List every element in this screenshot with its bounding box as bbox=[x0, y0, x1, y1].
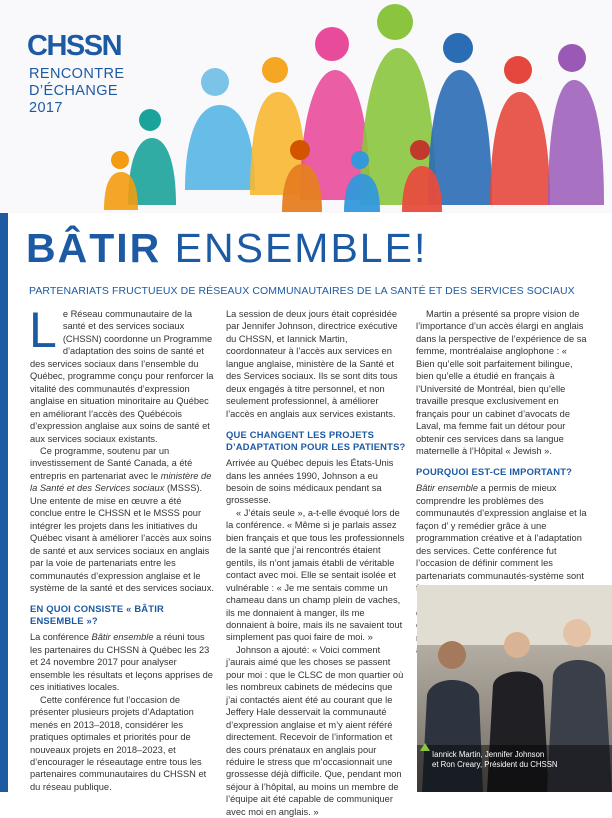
title-rest: ENSEMBLE! bbox=[161, 225, 428, 271]
page-subtitle: PARTENARIATS FRUCTUEUX DE RÉSEAUX COMMUNAUTAIRES DE LA SANTÉ ET DES SERVICES SOCIAUX bbox=[29, 285, 575, 297]
section-heading: EN QUOI CONSISTE « BÂTIR ENSEMBLE »? bbox=[30, 603, 164, 627]
drop-cap: L bbox=[29, 302, 57, 358]
caption-marker-icon bbox=[420, 743, 430, 751]
column-2 bbox=[226, 308, 406, 818]
page-title bbox=[26, 224, 427, 272]
paragraph: Johnson a ajouté: « Voici comment j’aurais aimé que les choses se passent pour moi : que le CLSC de mon quartier où les nombreux cabinets de médecins que j’ai contactés aient été au courant que le Jeffery Hale desservait la communauté d’expression anglaise et m’y aient référé directement. Recevoir de l’information et des cours prénataux en anglais pour réduire le stress que m’occasionnait une grossesse déjà difficile. Que, pendant mon séjour à l’hôpital, au moins un membre de l’équipe ait été capable de communiquer avec moi en anglais. » bbox=[226, 644, 404, 817]
column-1 bbox=[29, 302, 216, 793]
paragraph: La session de deux jours était coprésidée par Jennifer Johnson, directrice exécutive du CHSSN, et Iannick Martin, coordonnateur à l’accès aux services en langue anglaise, ministère de la Santé et des Services sociaux. Ils se sont dits tous deux engagés à titre personnel, et non seulement professionnel, à améliorer l’accès en anglais aux services existants. bbox=[226, 309, 398, 419]
title-bold: BÂTIR bbox=[26, 225, 162, 271]
paragraph: Cette conférence fut l’occasion de présenter plusieurs projets d’Adaptation menés en 2013–2018, considérer les pratiques optimales et priorités pour de nouveaux projets en 2018–2023, et d’encourager le réseautage entre tous les partenaires communautaires du CHSSN et du réseau publique. bbox=[30, 694, 207, 792]
caption-line-1: Iannick Martin, Jennifer Johnson bbox=[432, 750, 545, 759]
paragraph: Bâtir ensemble a permis de mieux comprendre les problèmes des communautés d’expression anglaise et la façon d’ y remédier grâce à une programmation créative et à l’adaptation des services. Cette conférence fut l’occasion de définir comment les partenariats communautés-système sont bbox=[416, 483, 587, 581]
paragraph: La conférence Bâtir ensemble a réuni tous les partenaires du CHSSN à Québec les 23 et 24 novembre 2017 pour analyser ensemble les résultats et leçons apprises de ces initiatives locales. bbox=[30, 632, 213, 693]
photo-caption bbox=[432, 750, 607, 769]
section-heading: POURQUOI EST-CE IMPORTANT? bbox=[416, 466, 573, 478]
event-year: 2017 bbox=[29, 100, 63, 116]
caption-line-2: et Ron Creary, Président du CHSSN bbox=[432, 759, 558, 769]
paragraph: Ce programme, soutenu par un investissement de Santé Canada, a été entrepris en partenariat avec le ministère de la Santé et des Services sociaux (MSSS). Une entente de mise en œuvre a été conclue entre le CHSSN et le MSSS pour intégrer les projets dans les initiatives du Québec visant à améliorer l’accès aux soins de santé et aux services sociaux en anglais par la voie de partenariats entre les communautés d’expression anglaise et le système de la santé et des services sociaux. bbox=[30, 445, 214, 593]
paragraph: e Réseau communautaire de la santé et des services sociaux (CHSSN) coordonne un Programme d’adaptation des soins de santé et des services sociaux dans l’ensemble du Québec, programme conçu pour renforcer la vitalité des communautés d’expression anglaise en situation minoritaire au Québec en améliorant l’accès des Québécois d’expression anglaise aux soins de santé et aux services sociaux existants. bbox=[30, 309, 214, 444]
paragraph: « J’étais seule », a-t-elle évoqué lors de la conférence. « Même si je parlais assez bien français et que tous les professionnels de la santé que j’ai rencontrés étaient gentils, ils n’ont jamais établi de véritable contact avec moi. Elle se sentait isolée et vulnérable : « Je me sentais comme un chameau dans un champ plein de vaches, ils me donnaient à manger, ils me donnaient à boire, mais ils ne savaient tout simplement pas quoi faire de moi. » bbox=[226, 507, 405, 643]
paragraph: Martin a présenté sa propre vision de l’importance d’un accès élargi en anglais dans la perspective de l’expérience de sa femme, montréalaise anglophone : « Bien qu’elle soit parfaitement bilingue, bien qu’elle a étudié en français à l’Université de Montréal, bien qu’elle travaille presque exclusivement en français pour un cabinet d’avocats de Laval, ma femme fait un détour pour obtenir ces services dans sa langue maternelle à l’Hôpital « Jewish ». bbox=[416, 309, 587, 456]
event-line-2: D’ÉCHANGE bbox=[29, 83, 118, 99]
event-line-1: RENCONTRE bbox=[29, 66, 125, 82]
section-heading: QUE CHANGENT LES PROJETS D’ADAPTATION POUR LES PATIENTS? bbox=[226, 429, 406, 453]
event-label bbox=[29, 66, 179, 117]
chssn-logo: CHSSN bbox=[27, 30, 122, 62]
paragraph: Arrivée au Québec depuis les États-Unis dans les années 1990, Johnson a eu besoin de soins médicaux pendant sa grossesse. bbox=[226, 458, 394, 506]
